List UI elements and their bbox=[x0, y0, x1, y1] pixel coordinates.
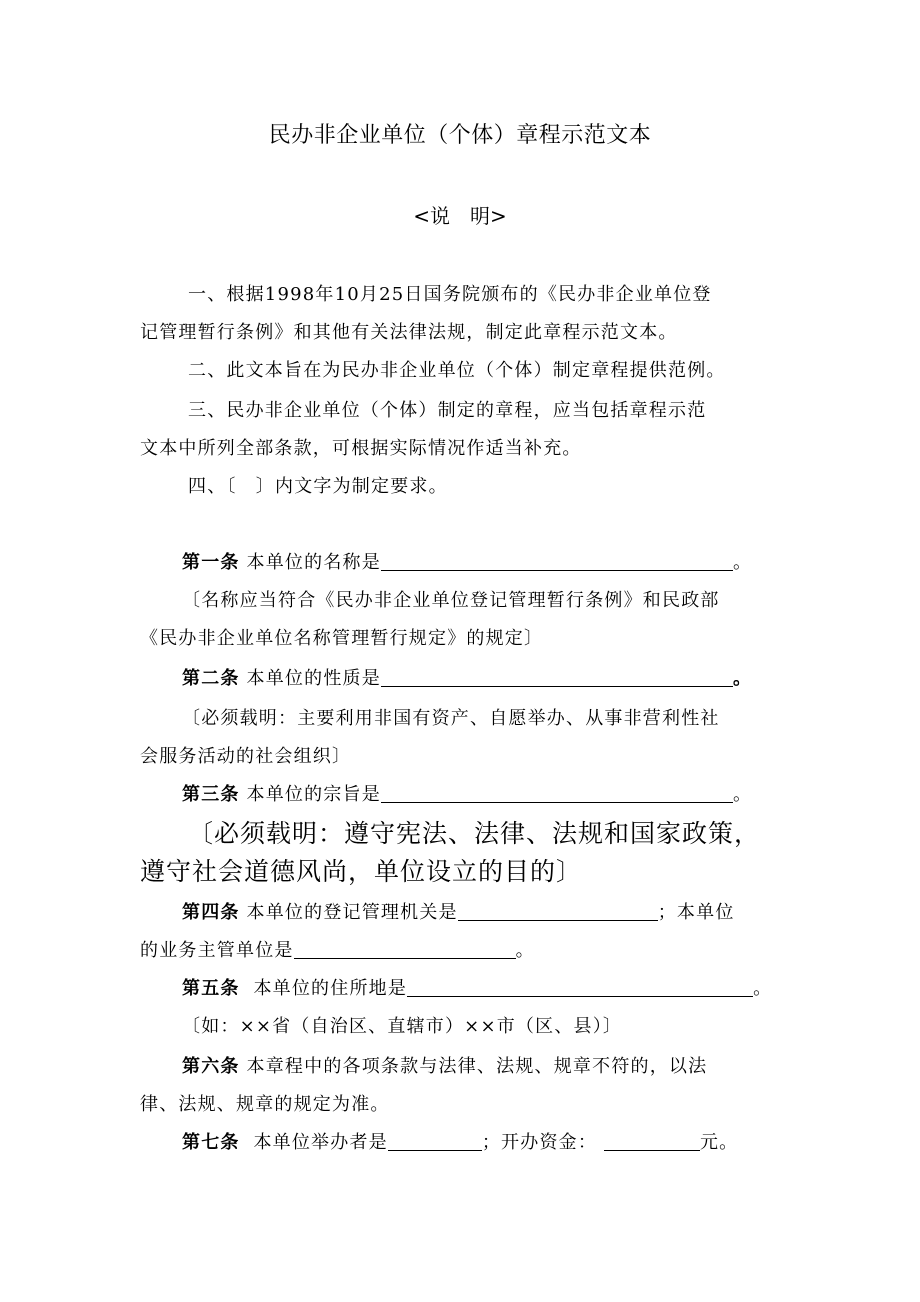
document-subtitle: <说 明> bbox=[413, 204, 507, 228]
punct: 。 bbox=[753, 978, 773, 999]
note-line: 记管理暂行条例》和其他有关法律法规，制定此章程示范文本。 bbox=[140, 322, 678, 343]
article-5 bbox=[182, 974, 772, 1000]
punct: 。 bbox=[732, 552, 753, 573]
punct: 。 bbox=[732, 784, 753, 805]
capital-blank[interactable] bbox=[604, 1132, 700, 1151]
article-text: 的业务主管单位是 bbox=[140, 940, 294, 961]
note-line: 一、根据1998年10月25日国务院颁布的《民办非企业单位登 bbox=[188, 284, 712, 305]
article-label: 第七条 bbox=[182, 1132, 240, 1153]
article-text: ；本单位 bbox=[657, 902, 735, 923]
note-line: 四、〔 〕内文字为制定要求。 bbox=[188, 476, 448, 497]
article-note: 〔名称应当符合《民办非企业单位登记管理暂行条例》和民政部 bbox=[182, 590, 720, 611]
article-note: 《民办非企业单位名称管理暂行规定》的规定〕 bbox=[140, 628, 544, 649]
article-note: 〔必须载明：主要利用非国有资产、自愿举办、从事非营利性社 bbox=[182, 708, 720, 729]
article-3 bbox=[182, 780, 752, 806]
article-text: 本单位举办者是 bbox=[253, 1132, 388, 1153]
article-note-large: 〔必须载明：遵守宪法、法律、法规和国家政策， bbox=[188, 819, 761, 848]
article-text: 本单位的宗旨是 bbox=[246, 784, 381, 805]
article-text: ；开办资金： bbox=[481, 1132, 598, 1153]
article-text: 本单位的登记管理机关是 bbox=[246, 902, 458, 923]
nature-blank[interactable] bbox=[381, 668, 733, 687]
article-2 bbox=[182, 664, 752, 690]
article-text: 本单位的住所地是 bbox=[253, 978, 408, 999]
article-label: 第三条 bbox=[182, 784, 240, 805]
article-label: 第一条 bbox=[182, 552, 240, 573]
article-text: 本章程中的各项条款与法律、法规、规章不符的，以法 bbox=[246, 1056, 708, 1077]
article-label: 第二条 bbox=[182, 668, 240, 689]
article-text: 本单位的名称是 bbox=[246, 552, 381, 573]
article-label: 第六条 bbox=[182, 1056, 240, 1077]
punct: 。 bbox=[515, 940, 535, 961]
note-line: 文本中所列全部条款，可根据实际情况作适当补充。 bbox=[140, 438, 582, 459]
punct: 。 bbox=[732, 668, 753, 689]
note-line: 三、民办非企业单位（个体）制定的章程，应当包括章程示范 bbox=[188, 400, 707, 421]
article-6 bbox=[182, 1052, 707, 1078]
document-title: 民办非企业单位（个体）章程示范文本 bbox=[268, 123, 652, 148]
article-label: 第五条 bbox=[182, 978, 240, 999]
article-label: 第四条 bbox=[182, 902, 240, 923]
article-note: 〔如：××省（自治区、直辖市）××市（区、县）〕 bbox=[182, 1016, 623, 1037]
article-note-large: 遵守社会道德风尚，单位设立的目的〕 bbox=[140, 857, 583, 886]
registration-authority-blank[interactable] bbox=[458, 902, 658, 921]
article-4-cont bbox=[140, 936, 535, 962]
article-4 bbox=[182, 898, 735, 924]
purpose-blank[interactable] bbox=[381, 784, 733, 803]
name-blank[interactable] bbox=[381, 552, 733, 571]
article-text: 本单位的性质是 bbox=[246, 668, 381, 689]
article-6-cont: 律、法规、规章的规定为准。 bbox=[140, 1094, 390, 1115]
address-blank[interactable] bbox=[407, 978, 753, 997]
punct: 元。 bbox=[699, 1132, 739, 1153]
note-line: 二、此文本旨在为民办非企业单位（个体）制定章程提供范例。 bbox=[188, 360, 726, 381]
founder-blank[interactable] bbox=[388, 1132, 482, 1151]
article-7 bbox=[182, 1128, 738, 1154]
supervisor-blank[interactable] bbox=[294, 940, 516, 959]
article-note: 会服务活动的社会组织〕 bbox=[140, 746, 352, 767]
article-1 bbox=[182, 548, 752, 574]
